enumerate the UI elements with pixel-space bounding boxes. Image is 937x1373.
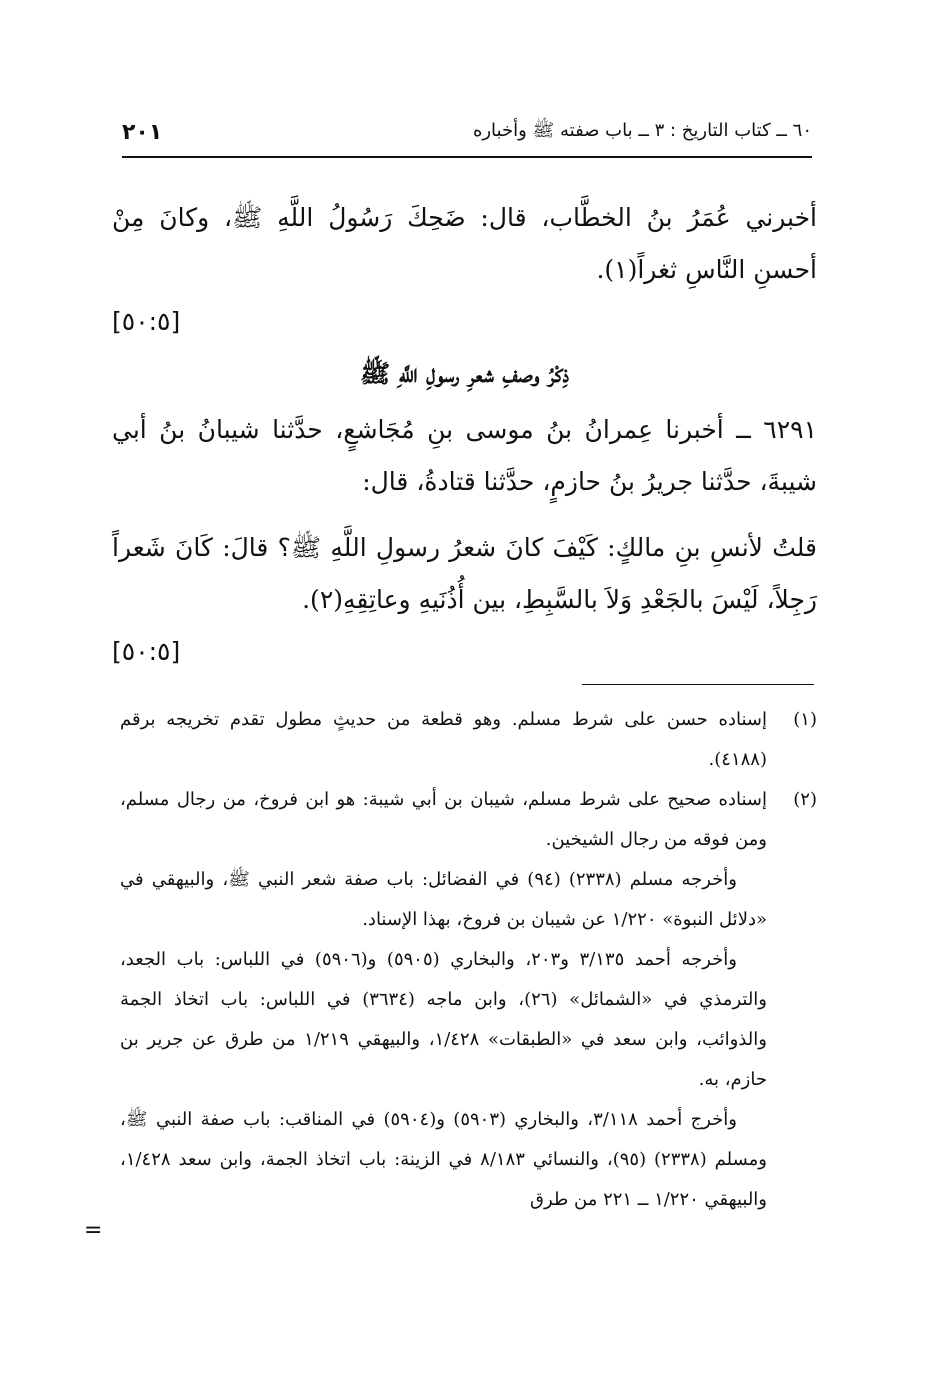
footnote-rule bbox=[582, 684, 814, 685]
running-header bbox=[122, 112, 812, 152]
hadith-chain: ٦٢٩١ ــ أخبرنا عِمرانُ بنُ موسى بنِ مُجَاشعٍ، حدَّثنا شيبانُ بنُ أبي شيبةَ، حدَّثنا جريرُ بنُ حازمٍ، حدَّثنا قتادةُ، قال: bbox=[112, 415, 817, 496]
footnote-paragraph: وأخرجه أحمد ٣/١٣٥ و٢٠٣، والبخاري (٥٩٠٥) و(٥٩٠٦) في اللباس: باب الجعد، والترمذي في «الشمائل» (٢٦)، وابن ماجه (٣٦٣٤) في اللباس: باب اتخاذ الجمة والذوائب، وابن سعد في «الطبقات» ١/٤٢٨، والبيهقي ١/٢١٩ من طرق عن جرير بن حازم، به. bbox=[120, 949, 767, 1090]
footnote-paragraph: إسناده حسن على شرط مسلم. وهو قطعة من حديثٍ مطول تقدم تخريجه برقم (٤١٨٨). bbox=[120, 709, 767, 770]
footnote-number: (١) bbox=[793, 709, 817, 730]
footnote bbox=[120, 700, 817, 780]
footnotes bbox=[120, 700, 817, 1220]
opening-reference: [٥٠:٥] bbox=[112, 307, 181, 336]
footnote-body bbox=[120, 700, 767, 780]
opening-paragraph: أخبرني عُمَرُ بنُ الخطَّاب، قال: ضَحِكَ رَسُولُ اللَّهِ ﷺ، وكانَ مِنْ أحسنِ النَّاسِ ثغراً(١). bbox=[112, 203, 817, 284]
continuation-mark: = bbox=[84, 1218, 103, 1243]
footnote-paragraph: وأخرجه مسلم (٢٣٣٨) (٩٤) في الفضائل: باب صفة شعر النبي ﷺ، والبيهقي في «دلائل النبوة» ١/٢٢٠ عن شيبان بن فروخ، بهذا الإسناد. bbox=[120, 869, 767, 930]
hadith-text: قلتُ لأنسِ بنِ مالكٍ: كَيْفَ كانَ شعرُ رسولِ اللَّهِ ﷺ؟ قالَ: كَانَ شَعراً رَجِلاً، لَيْسَ بالجَعْدِ وَلاَ بالسَّبِطِ، بين أُذُنَيهِ وعاتِقِهِ(٢). bbox=[112, 533, 817, 614]
running-title: ٦٠ ــ كتاب التاريخ : ٣ ــ باب صفته ﷺ وأخباره bbox=[472, 120, 812, 141]
footnote-number: (٢) bbox=[793, 789, 817, 810]
page-number: ٢٠١ bbox=[122, 119, 163, 145]
footnote bbox=[120, 780, 817, 1220]
header-rule bbox=[122, 156, 812, 158]
footnote-paragraph: وأخرج أحمد ٣/١١٨، والبخاري (٥٩٠٣) و(٥٩٠٤) في المناقب: باب صفة النبي ﷺ، ومسلم (٢٣٣٨) (٩٥)، والنسائي ٨/١٨٣ في الزينة: باب اتخاذ الجمة، وابن سعد ١/٤٢٨، والبيهقي ١/٢٢٠ ــ ٢٢١ من طرق bbox=[120, 1109, 767, 1210]
footnote-paragraph: إسناده صحيح على شرط مسلم، شيبان بن أبي شيبة: هو ابن فروخ، من رجال مسلم، ومن فوقه من رجال الشيخين. bbox=[120, 789, 767, 850]
section-title: ذِكْرُ وصفِ شعرِ رسولِ اللَّهِ ﷺ bbox=[359, 359, 570, 388]
main-text bbox=[112, 192, 817, 678]
footnote-body bbox=[120, 780, 767, 1220]
hadith-reference: [٥٠:٥] bbox=[112, 637, 181, 666]
